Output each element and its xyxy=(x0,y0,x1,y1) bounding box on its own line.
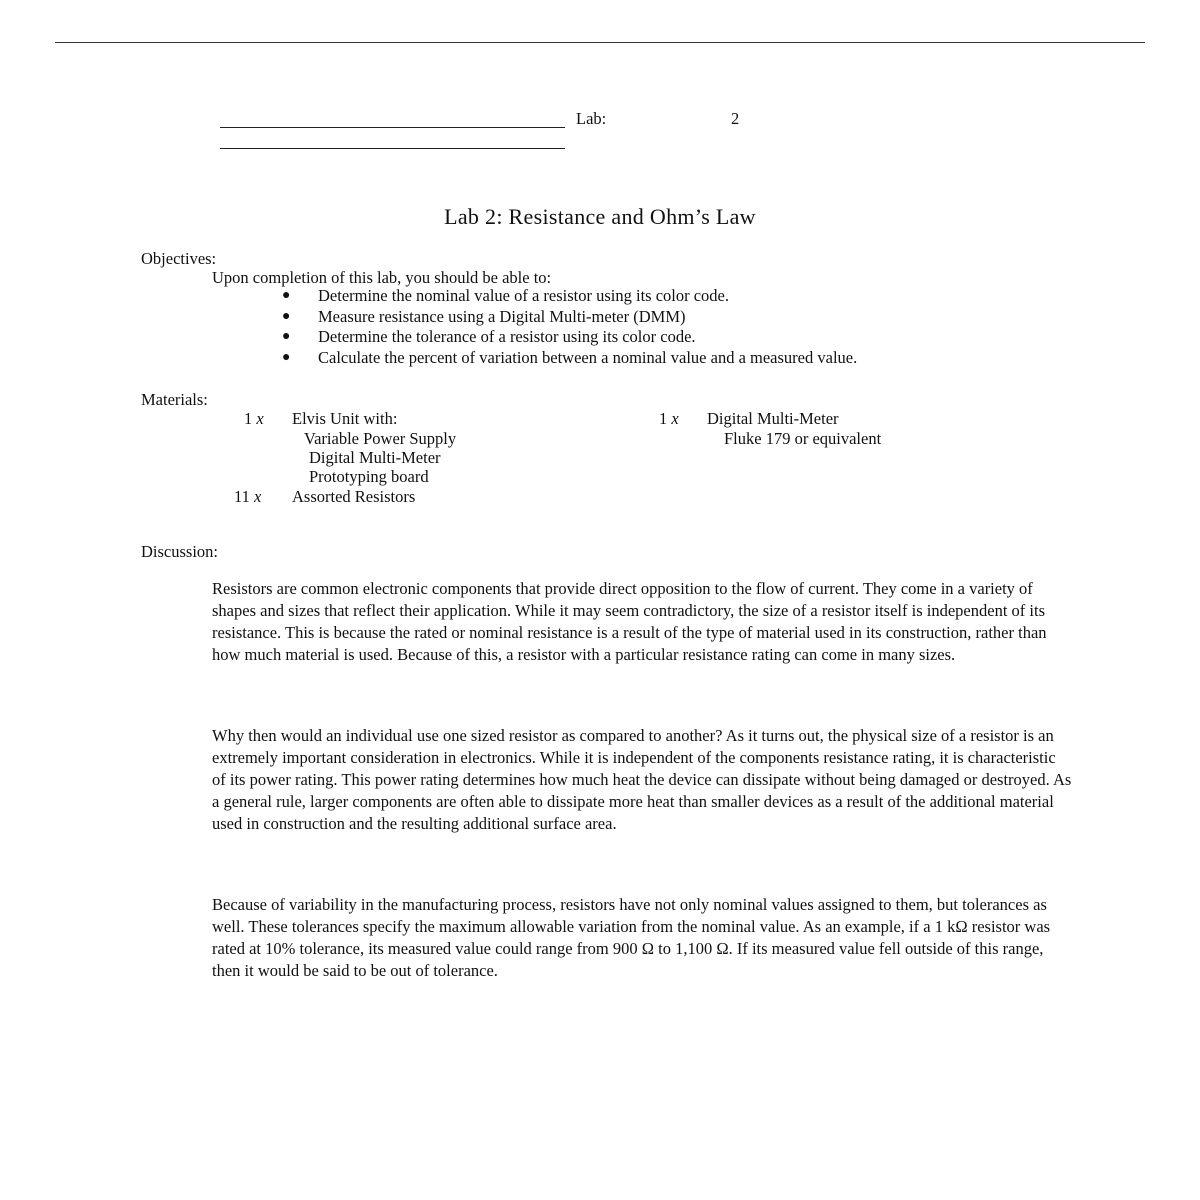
bullet-icon: ● xyxy=(282,329,291,345)
objective-item: ● Determine the tolerance of a resistor using its color code. xyxy=(282,327,696,347)
material-quantity: 1 x xyxy=(244,409,264,428)
name-field-line-2[interactable] xyxy=(220,148,565,149)
discussion-paragraph: Because of variability in the manufacturing process, resistors have not only nominal values assigned to them, but tolerances as well. These tolerances specify the maximum allowable variation from the nominal value. As an example, if a 1 kΩ resistor was rated at 10% tolerance, its measured value could range from 900 Ω to 1,100 Ω. If its measured value fell outside of this range, then it would be said to be out of tolerance. xyxy=(212,895,1051,980)
discussion-heading: Discussion: xyxy=(141,542,219,561)
discussion-paragraph: Why then would an individual use one sized resistor as compared to another? As it turns out, the physical size of a resistor is an extremely important consideration in electronics. While it is independent of the components resistance rating, it is characteristic of its power rating. This power rating determines how much heat the device can dissipate without being damaged or destroyed. As a general rule, larger components are often able to dissipate more heat than smaller devices as a result of the additional material used in construction and the resulting additional surface area. xyxy=(212,726,1072,833)
lab-number: 2 xyxy=(731,109,740,128)
objective-item: ● Calculate the percent of variation between a nominal value and a measured value. xyxy=(282,348,858,368)
objectives-intro: Upon completion of this lab, you should be able to: xyxy=(212,268,552,287)
lab-label: Lab: xyxy=(576,109,607,128)
objectives-heading: Objectives: xyxy=(141,249,217,268)
objective-item: ● Determine the nominal value of a resistor using its color code. xyxy=(282,286,730,305)
material-subitem: Fluke 179 or equivalent xyxy=(724,429,882,448)
objectives-list xyxy=(282,286,857,369)
material-subitem: Variable Power Supply xyxy=(304,429,457,448)
material-quantity: 11 x xyxy=(234,487,262,506)
materials-heading: Materials: xyxy=(141,390,208,409)
name-field-line-1[interactable] xyxy=(220,127,565,128)
material-subitem: Prototyping board xyxy=(309,467,429,486)
discussion-paragraph: Resistors are common electronic components that provide direct opposition to the flow of current. They come in a variety of shapes and sizes that reflect their application. While it may seem contradictory, the size of a resistor itself is independent of its resistance. This is because the rated or nominal resistance is a result of the type of material used in its construction, rather than how much material is used. Because of this, a resistor with a particular resistance rating can come in many sizes. xyxy=(212,579,1047,664)
material-quantity: 1 x xyxy=(659,409,679,428)
bullet-icon: ● xyxy=(282,288,291,303)
bullet-icon: ● xyxy=(282,308,291,324)
bullet-icon: ● xyxy=(282,350,291,366)
header-rule xyxy=(55,42,1145,43)
objective-item: ● Measure resistance using a Digital Multi-meter (DMM) xyxy=(282,306,686,326)
material-item-resistors: Assorted Resistors xyxy=(292,487,416,506)
page-title: Lab 2: Resistance and Ohm’s Law xyxy=(444,204,756,229)
material-item-elvis: Elvis Unit with: xyxy=(292,409,398,428)
material-item-dmm: Digital Multi-Meter xyxy=(707,409,839,428)
material-subitem: Digital Multi-Meter xyxy=(309,448,441,467)
